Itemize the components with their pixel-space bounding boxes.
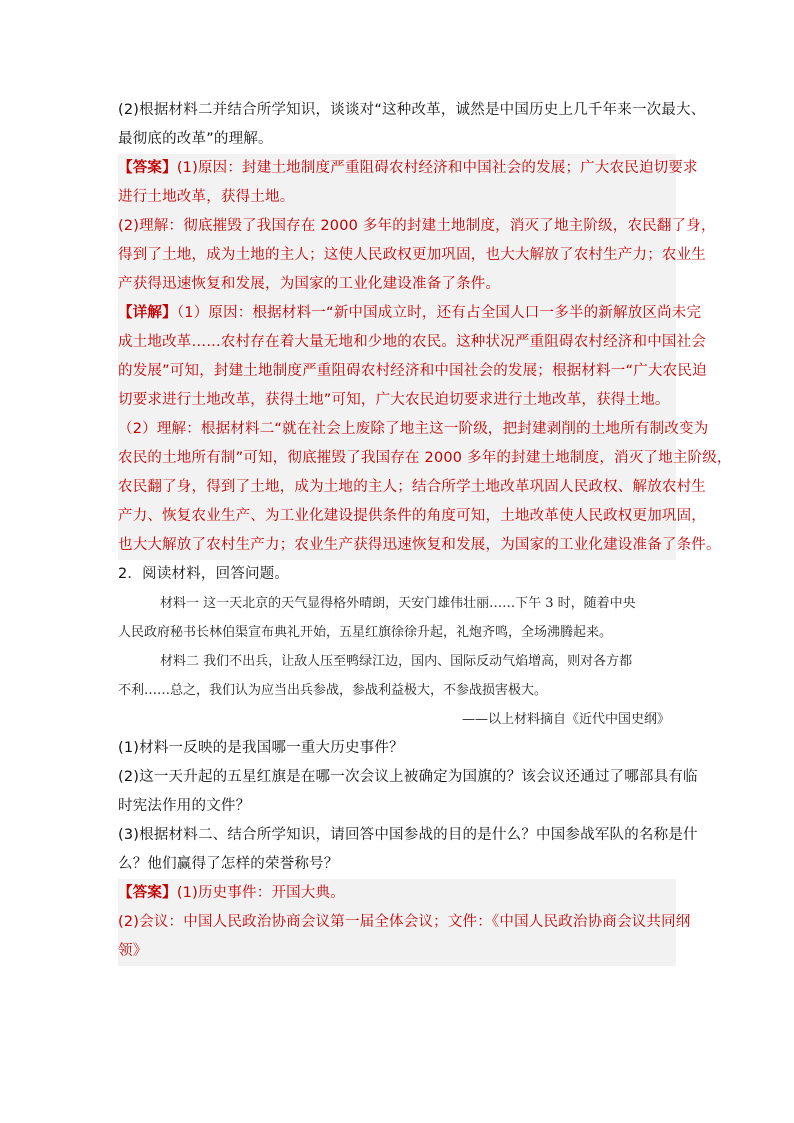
- answer-tag: 【答案】: [118, 885, 177, 901]
- answer-line: 产获得迅速恢复和发展，为国家的工业化建设准备了条件。: [118, 276, 501, 292]
- text-span: (1)原因：封建土地制度严重阻碍农村经济和中国社会的发展；广大农民迫切要求: [176, 160, 698, 176]
- text-line: 最彻底的改革”的理解。: [118, 131, 273, 147]
- answer-line: 领》: [118, 943, 148, 959]
- question-1-part-2: [118, 96, 706, 154]
- detail-tag: 【详解】: [118, 305, 177, 321]
- sub-question-3: 么？他们赢得了怎样的荣誉称号？: [118, 856, 339, 872]
- sub-question-2: (2)这一天升起的五星红旗是在哪一次会议上被确定为国旗的？该会议还通过了哪部具有临: [118, 769, 698, 785]
- text-span: (1)历史事件：开国大典。: [176, 885, 345, 901]
- text-line: (2)根据材料二并结合所学知识，谈谈对“这种改革，诚然是中国历史上几千年来一次最大、: [118, 102, 706, 118]
- answer-line: 进行土地改革，获得土地。: [118, 189, 295, 205]
- question-2-heading: 2．阅读材料，回答问题。: [118, 566, 290, 582]
- material-1-line: 人民政府秘书长林伯渠宣布典礼开始，五星红旗徐徐升起，礼炮齐鸣，全场沸腾起来。: [118, 625, 613, 640]
- detail-block-1: [118, 299, 732, 560]
- detail-line: 也大大解放了农村生产力；农业生产获得迅速恢复和发展，为国家的工业化建设准备了条件。: [118, 537, 721, 553]
- answer-line: [118, 879, 676, 908]
- answer-line: (2)会议：中国人民政治协商会议第一届全体会议；文件：《中国人民政治协商会议共同纲: [118, 914, 691, 930]
- material-2-line: 材料二 我们不出兵，让敌人压至鸭绿江边，国内、国际反动气焰增高，则对各方都: [160, 654, 633, 669]
- page-content: [118, 96, 732, 966]
- answer-tag: 【答案】: [118, 160, 177, 176]
- text-span: （1）原因：根据材料一“新中国成立时，还有占全国人口一多半的新解放区尚未完: [176, 305, 702, 321]
- material-2-line: 不利……总之，我们认为应当出兵参战，参战利益极大，不参战损害极大。: [118, 683, 548, 698]
- detail-line: 切要求进行土地改革，获得土地”可知，广大农民迫切要求进行土地改革，获得土地。: [118, 392, 670, 408]
- answer-block-2: [118, 879, 691, 966]
- material-1-line: 材料一 这一天北京的天气显得格外晴朗，天安门雄伟壮丽……下午 3 时，随着中央: [160, 596, 636, 611]
- detail-line: 农民的土地所有制”可知，彻底摧毁了我国存在 2000 多年的封建土地制度，消灭了地主阶级，: [118, 450, 732, 466]
- answer-line: [118, 154, 698, 183]
- material-source: ——以上材料摘自《近代中国史纲》: [461, 712, 670, 727]
- sub-question-1: (1)材料一反映的是我国哪一重大历史事件？: [118, 740, 404, 756]
- detail-line: 产力、恢复农业生产、为工业化建设提供条件的角度可知，土地改革使人民政权更加巩固，: [118, 508, 706, 524]
- sub-question-3: (3)根据材料二、结合所学知识，请回答中国参战的目的是什么？中国参战军队的名称是什: [118, 827, 698, 843]
- answer-line: (2)理解：彻底摧毁了我国存在 2000 多年的封建土地制度，消灭了地主阶级，农民翻了身，: [118, 218, 716, 234]
- detail-line: 农民翻了身，得到了土地，成为土地的主人；结合所学土地改革巩固人民政权、解放农村生: [118, 479, 706, 495]
- detail-line: 成土地改革……农村存在着大量无地和少地的农民。这种状况严重阻碍农村经济和中国社会: [118, 334, 706, 350]
- answer-block-1: [118, 154, 716, 299]
- detail-line: [118, 299, 702, 328]
- answer-line: 得到了土地，成为土地的主人；这使人民政权更加巩固，也大大解放了农村生产力；农业生: [118, 247, 706, 263]
- detail-line: 的发展”可知，封建土地制度严重阻碍农村经济和中国社会的发展；根据材料一“广大农民迫: [118, 363, 707, 379]
- detail-line: （2）理解：根据材料二“就在社会上废除了地主这一阶级，把封建剥削的土地所有制改变为: [118, 421, 709, 437]
- sub-question-2: 时宪法作用的文件？: [118, 798, 251, 814]
